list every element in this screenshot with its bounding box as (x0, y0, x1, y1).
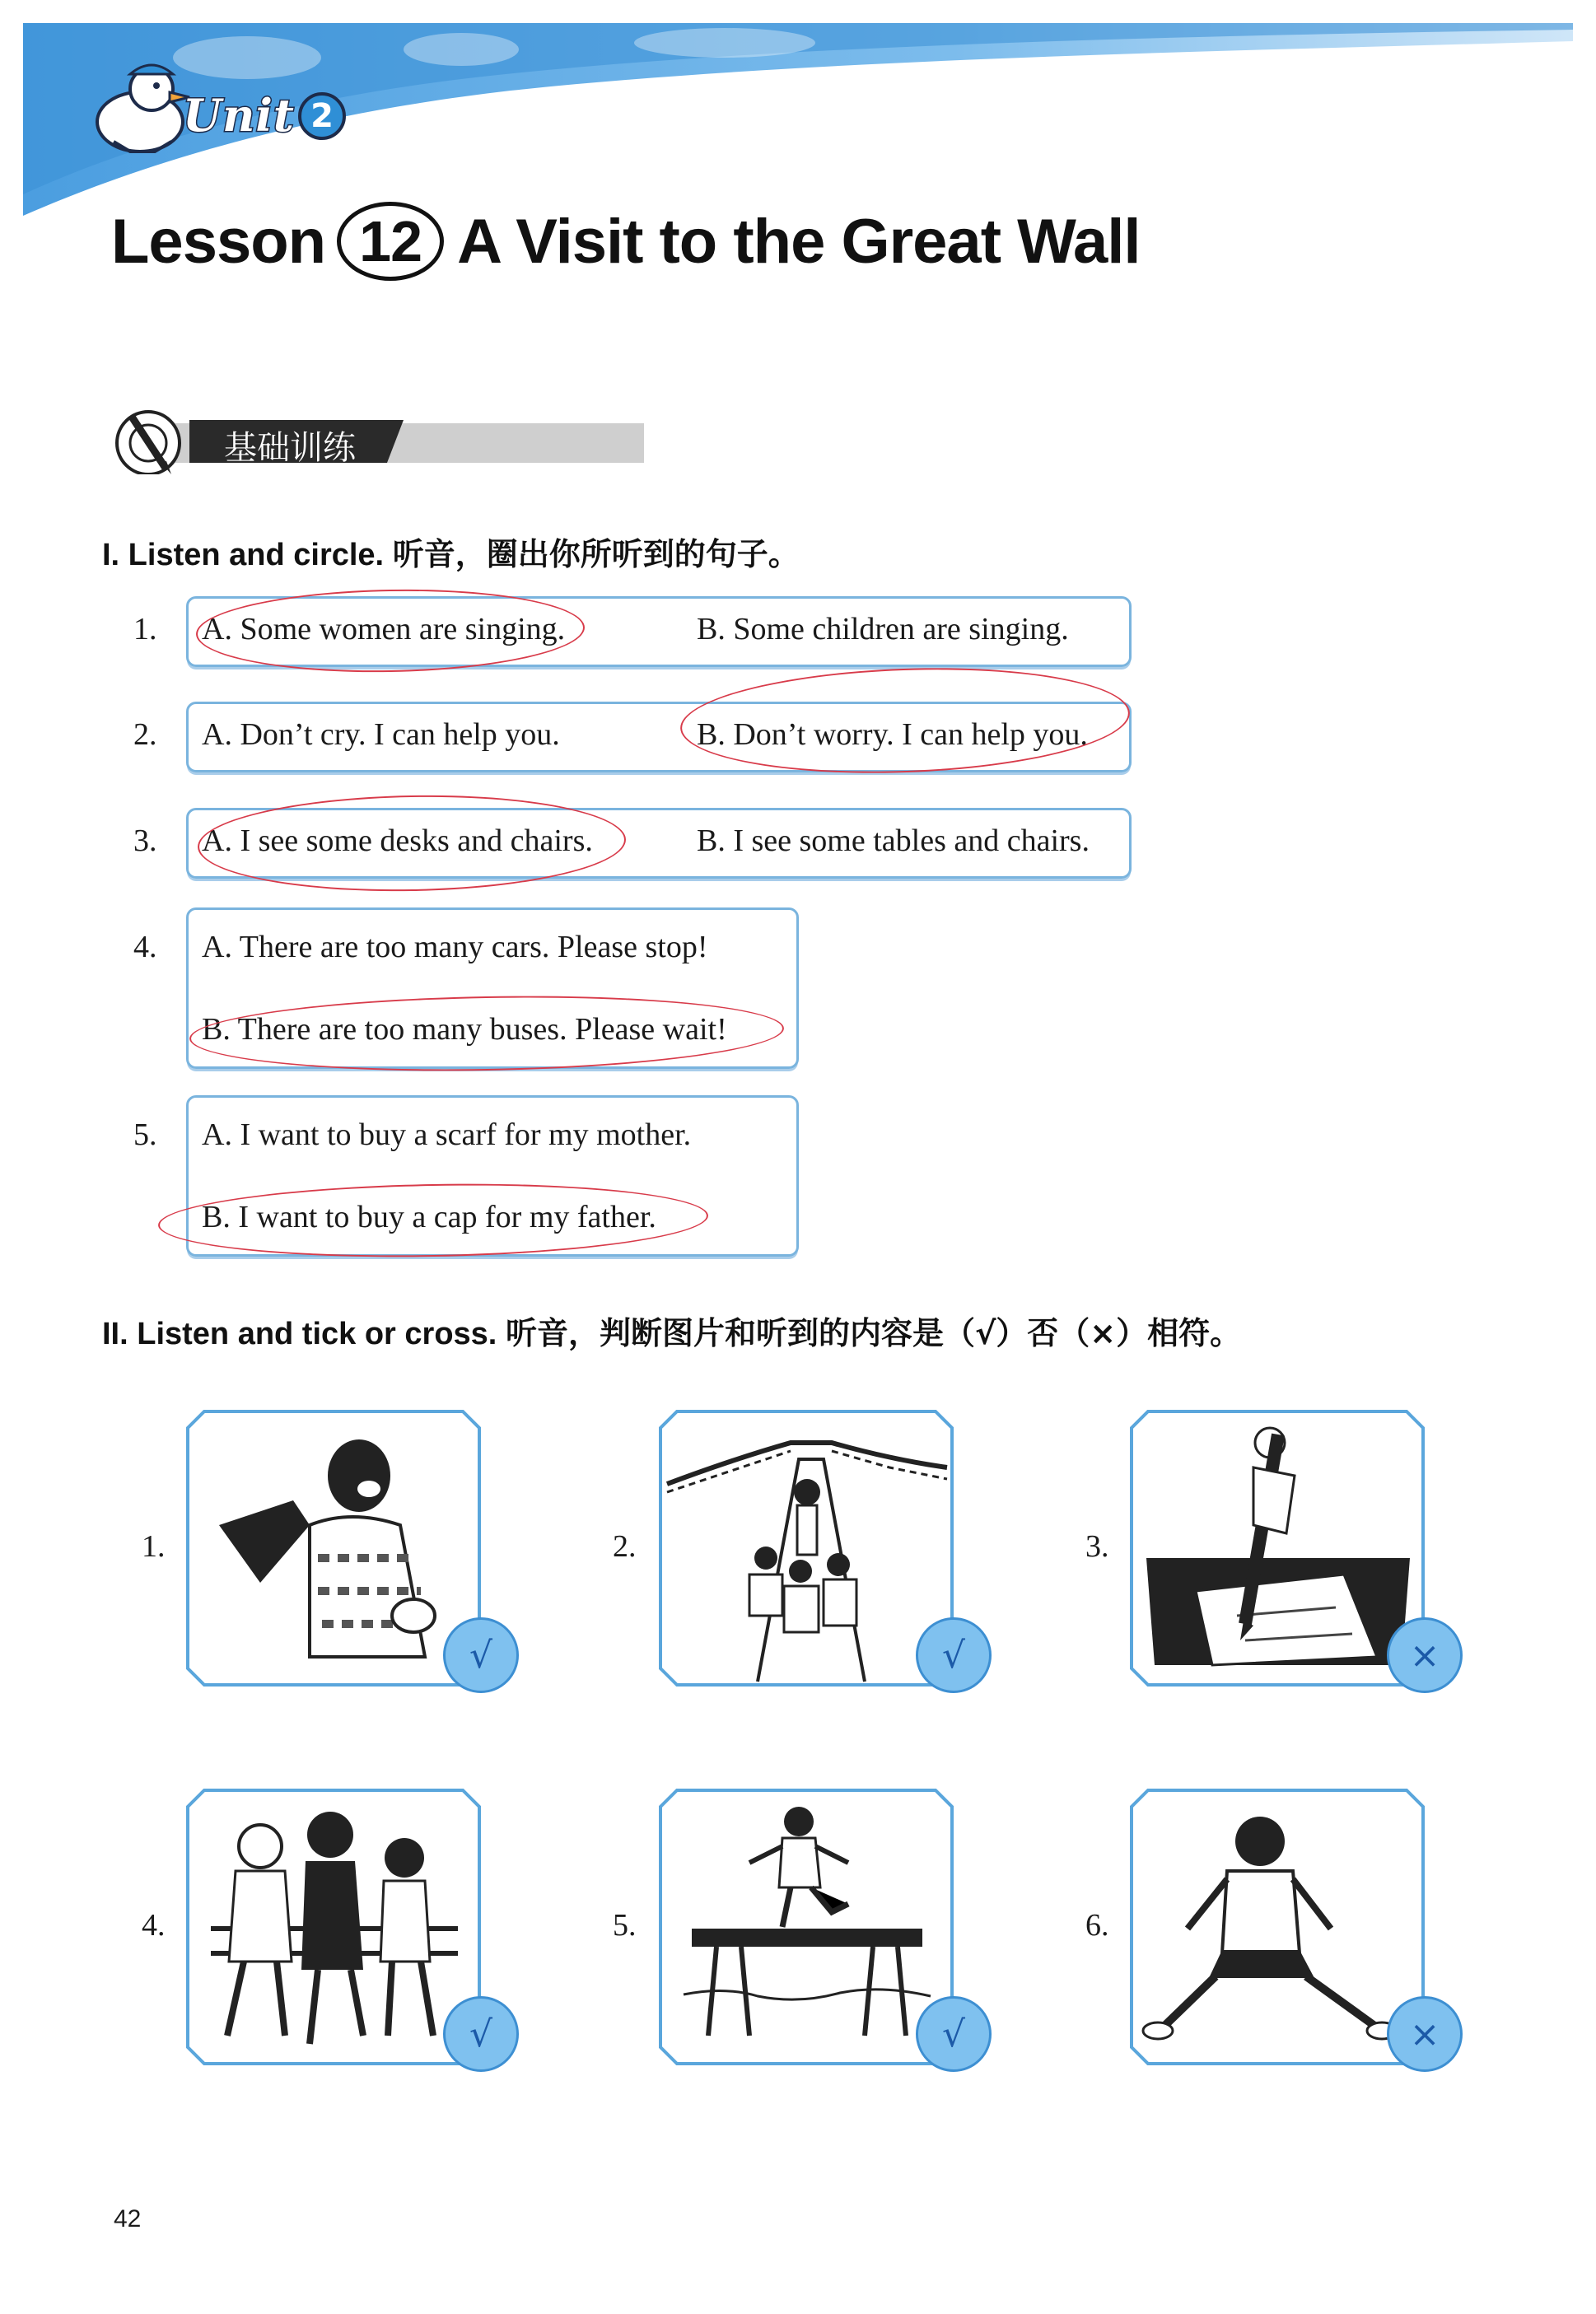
picture-4-number: 4. (142, 1908, 166, 1943)
pencil-writing-icon (1130, 1410, 1425, 1687)
section-label: 基础训练 (224, 429, 356, 467)
lesson-number-circle: 12 (337, 202, 444, 281)
pencil-target-icon (117, 412, 180, 474)
lesson-title (111, 196, 1141, 287)
q5-option-b[interactable]: B. I want to buy a cap for my father. (202, 1200, 656, 1234)
picture-3-answer-mark: × (1387, 1617, 1463, 1693)
part2-heading (102, 1308, 1241, 1353)
unit-number-badge: 2 (298, 92, 346, 140)
q2-option-a[interactable]: A. Don’t cry. I can help you. (202, 717, 560, 752)
balance-beam-icon (659, 1789, 954, 2065)
q4-number: 4. (133, 930, 157, 964)
q4-option-a[interactable]: A. There are too many cars. Please stop! (202, 930, 708, 964)
q2-option-b[interactable]: B. Don’t worry. I can help you. (697, 717, 1088, 752)
woman-singing-icon (186, 1410, 481, 1687)
page-number: 42 (114, 2205, 142, 2232)
boy-sitting-icon (1130, 1789, 1425, 2065)
q3-number: 3. (133, 823, 157, 858)
picture-4-answer-mark: √ (443, 1996, 519, 2072)
lesson-title-text: A Visit to the Great Wall (457, 206, 1141, 277)
picture-6-number: 6. (1085, 1908, 1109, 1943)
picture-3-number: 3. (1085, 1529, 1109, 1564)
section-badge (107, 400, 644, 474)
q3-option-a[interactable]: A. I see some desks and chairs. (202, 823, 593, 858)
q4-option-b[interactable]: B. There are too many buses. Please wait! (202, 1012, 727, 1047)
part1-heading-cn: 听音，圈出你所听到的句子。 (392, 536, 800, 572)
q1-number: 1. (133, 612, 157, 646)
part2-heading-cn: 听音，判断图片和听到的内容是（√）否（×）相符。 (505, 1315, 1242, 1351)
q1-option-b[interactable]: B. Some children are singing. (697, 612, 1069, 646)
picture-5-number: 5. (613, 1908, 637, 1943)
picture-2-number: 2. (613, 1529, 637, 1564)
picture-1-answer-mark: √ (443, 1617, 519, 1693)
unit-label: Unit (183, 89, 295, 142)
part1-heading (102, 529, 800, 574)
part1-heading-en: I. Listen and circle. (102, 538, 385, 572)
part2-heading-en: II. Listen and tick or cross. (102, 1317, 497, 1351)
picture-1-number: 1. (142, 1529, 166, 1564)
children-on-bench-icon (186, 1789, 481, 2065)
q2-number: 2. (133, 717, 157, 752)
q5-option-a[interactable]: A. I want to buy a scarf for my mother. (202, 1117, 692, 1152)
lesson-word: Lesson (111, 206, 326, 277)
q5-number: 5. (133, 1117, 157, 1152)
picture-6-answer-mark: × (1387, 1996, 1463, 2072)
picture-2-answer-mark: √ (916, 1617, 992, 1693)
q3-option-b[interactable]: B. I see some tables and chairs. (697, 823, 1090, 858)
picture-5-answer-mark: √ (916, 1996, 992, 2072)
great-wall-children-icon (659, 1410, 954, 1687)
q1-option-a[interactable]: A. Some women are singing. (202, 612, 566, 646)
